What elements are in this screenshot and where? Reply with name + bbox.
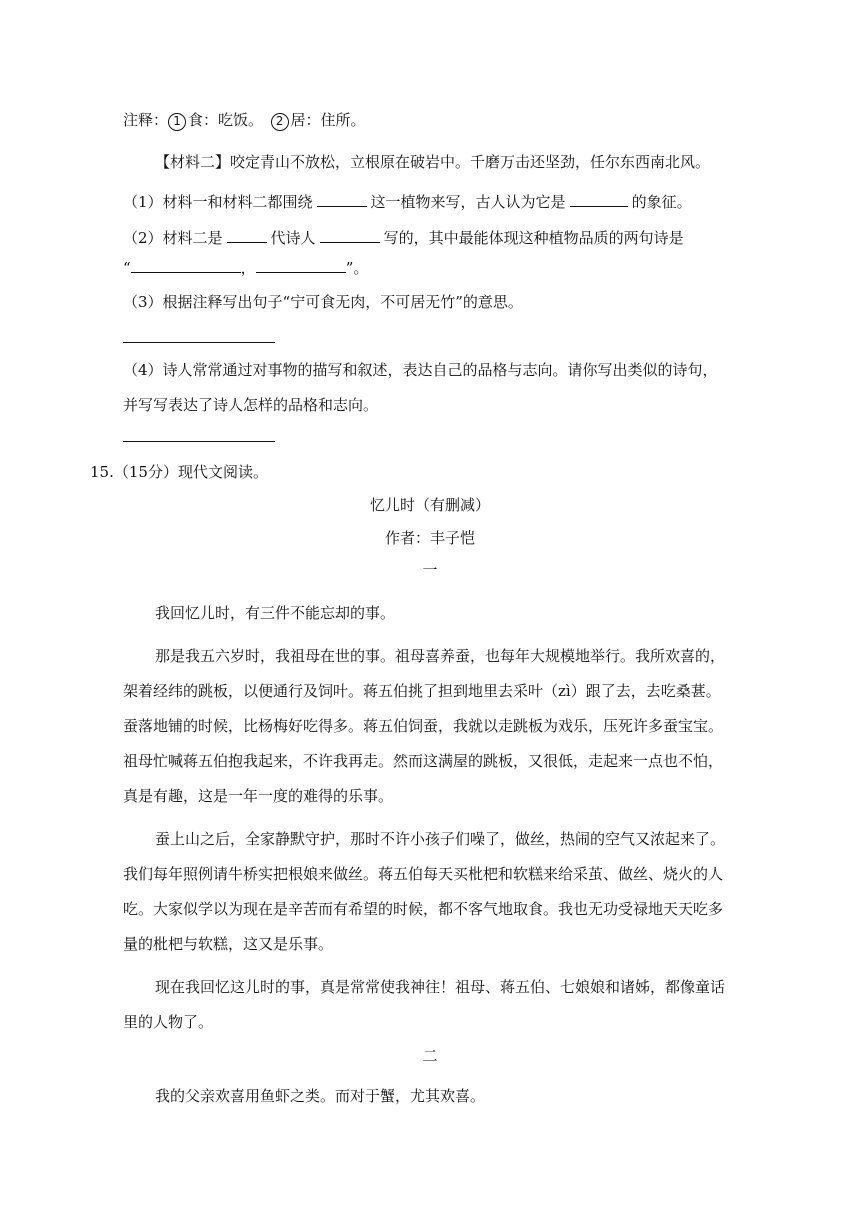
answer-blank[interactable] bbox=[227, 226, 267, 243]
material-two: 【材料二】咬定青山不放松，立根原在破岩中。千磨万击还坚劲，任尔东西南北风。 bbox=[155, 153, 711, 171]
note-marker-1: 1 bbox=[168, 113, 186, 131]
quote-open: “ bbox=[123, 259, 131, 277]
paragraph-1: 我回忆儿时，有三件不能忘却的事。 bbox=[155, 604, 396, 622]
paragraph-2-line: 架着经纬的跳板，以便通行及饲叶。蒋五伯挑了担到地里去采叶（zì）跟了去，去吃桑葚。 bbox=[123, 682, 721, 700]
paragraph-3-line: 量的枇杷与软糕，这又是乐事。 bbox=[123, 935, 334, 953]
paragraph-3-line: 我们每年照例请牛桥实把根娘来做丝。蒋五伯每天买枇杷和软糕来给采茧、做丝、烧火的人 bbox=[123, 865, 724, 883]
answer-blank[interactable] bbox=[131, 256, 241, 273]
question-2 bbox=[123, 226, 684, 248]
paragraph-3-line: 吃。大家似学以为现在是辛苦而有希望的时候，都不客气地取食。我也无功受禄地天天吃多 bbox=[123, 900, 724, 918]
question-2-part-b: 代诗人 bbox=[270, 229, 316, 247]
note-2-text: 居：住所。 bbox=[290, 111, 366, 129]
paragraph-4-line: 里的人物了。 bbox=[123, 1013, 214, 1031]
question-15-heading: 15.（15分）现代文阅读。 bbox=[90, 463, 268, 481]
comma: ， bbox=[240, 259, 256, 277]
paragraph-2-line: 真是有趣，这是一年一度的难得的乐事。 bbox=[123, 787, 394, 805]
notes-line bbox=[123, 110, 366, 131]
question-1 bbox=[123, 190, 692, 212]
note-1-text: 食：吃饭。 bbox=[188, 111, 256, 129]
question-4-line-1: （4）诗人常常通过对事物的描写和叙述，表达自己的品格与志向。请你写出类似的诗句， bbox=[123, 361, 718, 379]
quote-close: ”。 bbox=[345, 259, 369, 277]
paragraph-4-line: 现在我回忆这儿时的事，真是常常使我神往！祖母、蒋五伯、七娘娘和诸姊，都像童话 bbox=[155, 978, 726, 996]
article-title: 忆儿时（有删减） bbox=[369, 496, 490, 514]
paragraph-5: 我的父亲欢喜用鱼虾之类。而对于蟹，尤其欢喜。 bbox=[155, 1087, 486, 1105]
section-number-one: 一 bbox=[422, 561, 438, 579]
question-2-continued bbox=[123, 256, 368, 278]
answer-blank[interactable] bbox=[570, 190, 628, 207]
section-number-two: 二 bbox=[422, 1047, 438, 1065]
answer-blank[interactable] bbox=[320, 226, 380, 243]
paragraph-2-line: 祖母忙喊蒋五伯抱我起来，不许我再走。然而这满屋的跳板，又很低，走起来一点也不怕， bbox=[123, 752, 724, 770]
answer-line[interactable] bbox=[123, 441, 275, 442]
question-1-part-b: 这一植物来写，古人认为它是 bbox=[370, 193, 566, 211]
paragraph-2-line: 那是我五六岁时，我祖母在世的事。祖母喜养蚕，也每年大规模地举行。我所欢喜的， bbox=[155, 647, 726, 665]
answer-blank[interactable] bbox=[256, 256, 346, 273]
article-author: 作者：丰子恺 bbox=[384, 529, 475, 547]
note-marker-2: 2 bbox=[271, 113, 289, 131]
question-4-line-2: 并写写表达了诗人怎样的品格和志向。 bbox=[123, 396, 379, 414]
answer-line[interactable] bbox=[123, 342, 275, 343]
answer-blank[interactable] bbox=[317, 190, 367, 207]
question-2-part-a: （2）材料二是 bbox=[123, 229, 223, 247]
paragraph-3-line: 蚕上山之后，全家静默守护，那时不许小孩子们噪了，做丝，热闹的空气又浓起来了。 bbox=[155, 830, 726, 848]
notes-label: 注释： bbox=[123, 111, 169, 129]
question-1-part-c: 的象征。 bbox=[631, 193, 692, 211]
paragraph-2-line: 蚕落地铺的时候，比杨梅好吃得多。蒋五伯饲蚕，我就以走跳板为戏乐，压死许多蚕宝宝。 bbox=[123, 717, 724, 735]
question-1-part-a: （1）材料一和材料二都围绕 bbox=[123, 193, 313, 211]
question-2-part-c: 写的，其中最能体现这种植物品质的两句诗是 bbox=[383, 229, 684, 247]
question-3: （3）根据注释写出句子“宁可食无肉，不可居无竹”的意思。 bbox=[123, 293, 523, 311]
